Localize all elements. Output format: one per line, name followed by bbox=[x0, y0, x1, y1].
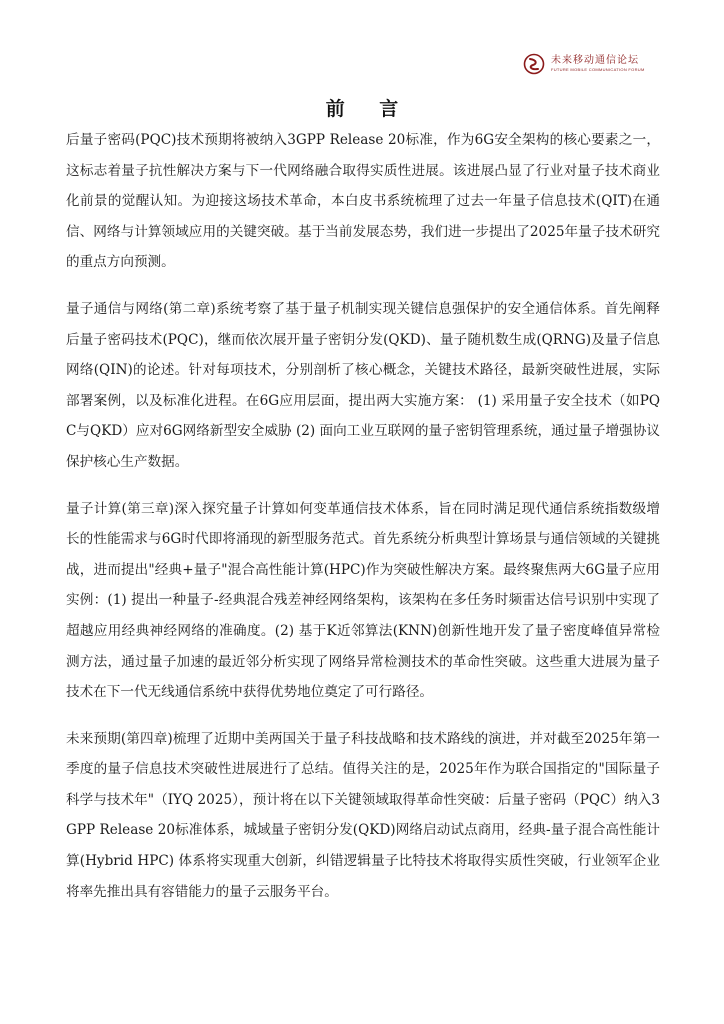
page-title: 前 言 bbox=[325, 98, 413, 120]
forum-logo-icon bbox=[523, 53, 545, 75]
paragraph-pqc-overview: 后量子密码(PQC)技术预期将被纳入3GPP Release 20标准，作为6G安全架构的核心要素之一，这标志着量子抗性解决方案与下一代网络融合取得实质性进展。该进展凸显了行业对量子技术商业化前景的觉醒认知。为迎接这场技术革命，本白皮书系统梳理了过去一年量子信息技术(QIT)在通信、网络与计算领域应用的关键突破。基于当前发展态势，我们进一步提出了2025年量子技术研究的重点方向预测。 bbox=[66, 132, 660, 271]
paragraph-future-outlook: 未来预期(第四章)梳理了近期中美两国关于量子科技战略和技术路线的演进，并对截至2025年第一季度的量子信息技术突破性进展进行了总结。值得关注的是，2025年作为联合国指定的"国际量子科学与技术年"（IYQ 2025），预计将在以下关键领域取得革命性突破：后量子密码（PQC）纳入3GPP Release 20标准体系，城域量子密钥分发(QKD)网络启动试点商用，经典-量子混合高性能计算(Hybrid HPC) 体系将实现重大创新，纠错逻辑量子比特技术将取得实质性突破，行业领军企业将率先推出具有容错能力的量子云服务平台。 bbox=[66, 730, 660, 900]
preface-body bbox=[66, 125, 660, 923]
logo-chinese-text: 未来移动通信论坛 bbox=[551, 55, 639, 66]
paragraph-quantum-communication: 量子通信与网络(第二章)系统考察了基于量子机制实现关键信息强保护的安全通信体系。首先阐释后量子密码技术(PQC)，继而依次展开量子密钥分发(QKD)、量子随机数生成(QRNG)及量子信息网络(QIN)的论述。针对每项技术，分别剖析了核心概念，关键技术路径，最新突破性进展，实际部署案例，以及标准化进程。在6G应用层面，提出两大实施方案： (1) 采用量子安全技术（如PQC与QKD）应对6G网络新型安全威胁 (2) 面向工业互联网的量子密钥管理系统，通过量子增强协议保护核心生产数据。 bbox=[66, 300, 660, 470]
forum-logo bbox=[523, 53, 645, 75]
logo-english-text: FUTURE MOBILE COMMUNICATION FORUM bbox=[551, 67, 645, 72]
paragraph-quantum-computing: 量子计算(第三章)深入探究量子计算如何变革通信技术体系，旨在同时满足现代通信系统指数级增长的性能需求与6G时代即将涌现的新型服务范式。首先系统分析典型计算场景与通信领域的关键挑战，进而提出"经典+量子"混合高性能计算(HPC)作为突破性解决方案。最终聚焦两大6G量子应用实例：(1) 提出一种量子-经典混合残差神经网络架构，该架构在多任务时频雷达信号识别中实现了超越应用经典神经网络的准确度。(2) 基于K近邻算法(KNN)创新性地开发了量子密度峰值异常检测方法，通过量子加速的最近邻分析实现了网络异常检测技术的革命性突破。这些重大进展为量子技术在下一代无线通信系统中获得优势地位奠定了可行路径。 bbox=[66, 500, 660, 701]
